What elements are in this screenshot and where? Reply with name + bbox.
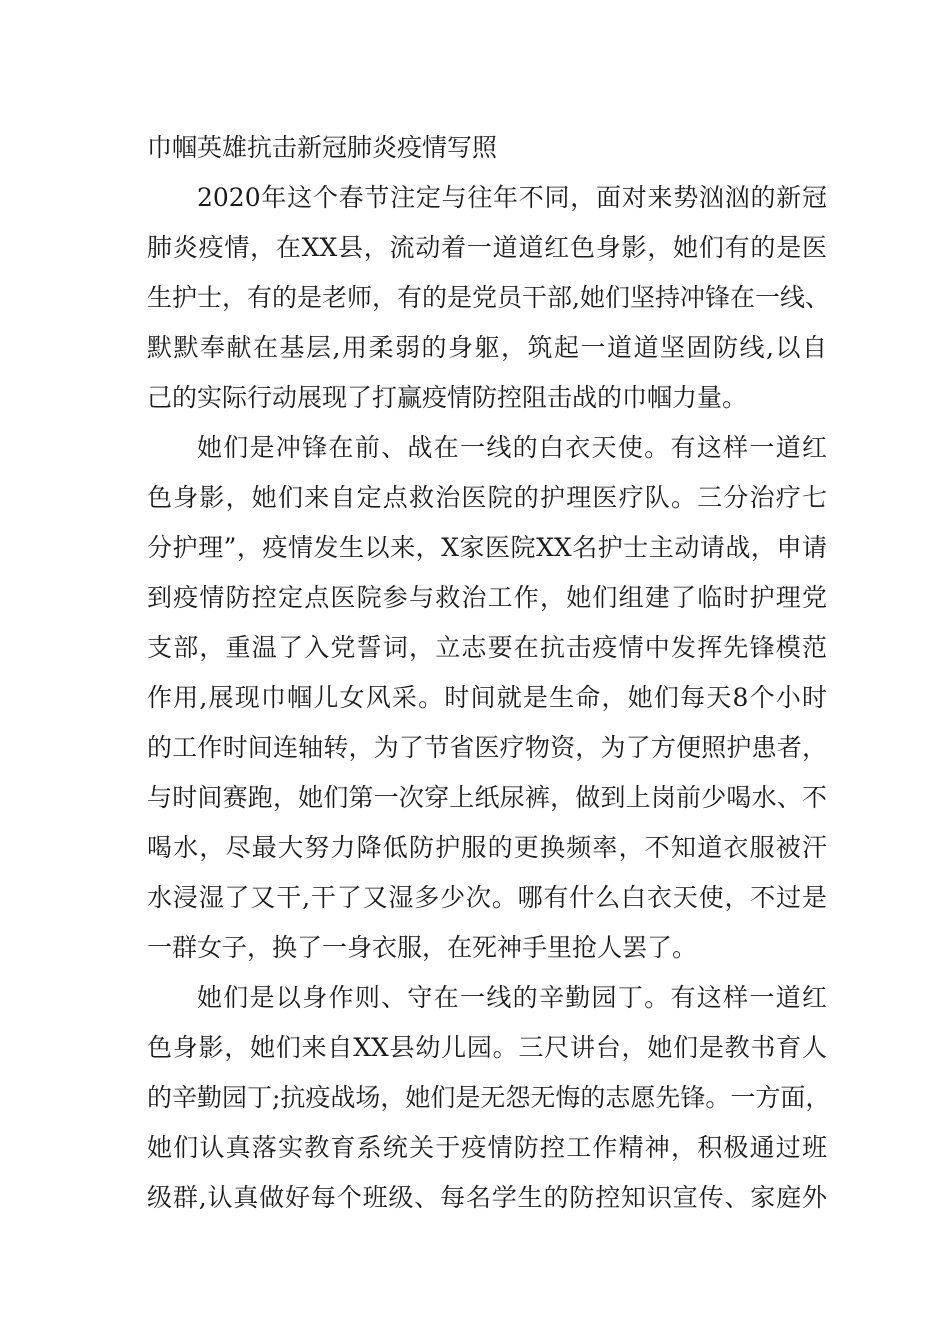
paragraph-2-line-6: 作用,展现巾帼儿女风采。时间就是生命，她们每天8个小时 (147, 683, 827, 712)
paragraph-1-line-1: 2020年这个春节注定与往年不同，面对来势汹汹的新冠 (197, 183, 827, 212)
paragraph-1-line-2: 肺炎疫情，在XX县，流动着一道道红色身影，她们有的是医 (147, 233, 827, 262)
paragraph-3-line-5: 级群,认真做好每个班级、每名学生的防控知识宣传、家庭外 (147, 1183, 827, 1212)
paragraph-2-line-1: 她们是冲锋在前、战在一线的白衣天使。有这样一道红 (197, 433, 827, 462)
paragraph-1-line-3: 生护士，有的是老师，有的是党员干部,她们坚持冲锋在一线、 (147, 283, 830, 312)
paragraph-2-line-7: 的工作时间连轴转，为了节省医疗物资，为了方便照护患者， (147, 733, 827, 762)
document-title: 巾帼英雄抗击新冠肺炎疫情写照 (147, 133, 498, 162)
paragraph-2-line-11: 一群女子，换了一身衣服，在死神手里抢人罢了。 (147, 933, 698, 962)
paragraph-2-line-2: 色身影，她们来自定点救治医院的护理医疗队。三分治疗七 (147, 483, 827, 512)
paragraph-2-line-10: 水浸湿了又干,干了又湿多少次。哪有什么白衣天使，不过是 (147, 883, 827, 912)
paragraph-2-line-9: 喝水，尽最大努力降低防护服的更换频率，不知道衣服被汗 (147, 833, 827, 862)
paragraph-2-line-3: 分护理”，疫情发生以来，X家医院XX名护士主动请战，申请 (147, 533, 827, 562)
paragraph-3-line-3: 的辛勤园丁;抗疫战场，她们是无怨无悔的志愿先锋。一方面， (147, 1083, 831, 1112)
paragraph-2-line-8: 与时间赛跑，她们第一次穿上纸尿裤，做到上岗前少喝水、不 (147, 783, 827, 812)
paragraph-2-line-4: 到疫情防控定点医院参与救治工作，她们组建了临时护理党 (147, 583, 827, 612)
paragraph-3-line-1: 她们是以身作则、守在一线的辛勤园丁。有这样一道红 (197, 983, 827, 1012)
paragraph-1-line-4: 默默奉献在基层,用柔弱的身躯，筑起一道道坚固防线,以自 (147, 333, 827, 362)
paragraph-2-line-5: 支部，重温了入党誓词，立志要在抗击疫情中发挥先锋模范 (147, 633, 827, 662)
paragraph-3-line-2: 色身影，她们来自XX县幼儿园。三尺讲台，她们是教书育人 (147, 1033, 827, 1062)
paragraph-1-line-5: 己的实际行动展现了打赢疫情防控阻击战的巾帼力量。 (147, 383, 748, 412)
paragraph-3-line-4: 她们认真落实教育系统关于疫情防控工作精神，积极通过班 (147, 1133, 827, 1162)
